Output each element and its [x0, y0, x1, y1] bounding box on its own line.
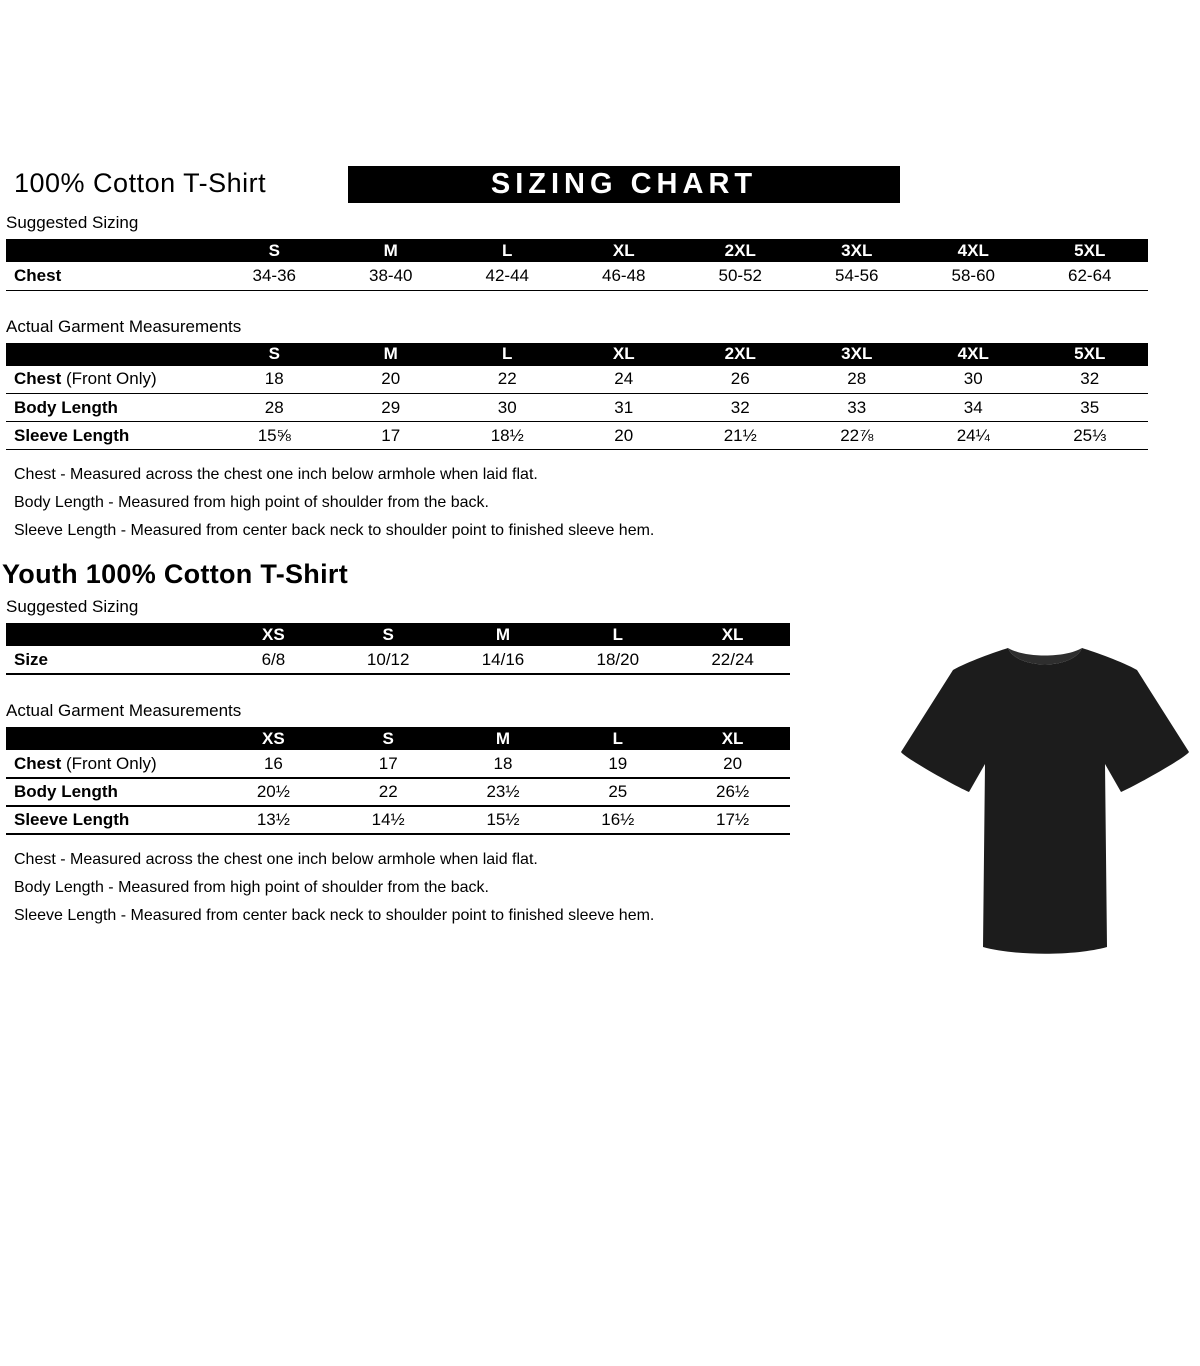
- table-cell: 20½: [256, 782, 290, 801]
- row-label-note: (Front Only): [61, 369, 157, 389]
- table-header-cell: M: [333, 343, 450, 366]
- table-header-cell: L: [560, 623, 675, 646]
- table-cell: 18: [493, 753, 513, 773]
- table-cell: 14½: [371, 810, 405, 829]
- table-header-cell: L: [449, 239, 566, 262]
- table-cell: 35: [1080, 397, 1100, 417]
- table-cell: 30: [963, 369, 983, 389]
- row-label-note: (Front Only): [61, 753, 157, 773]
- table-cell: 17½: [716, 810, 750, 829]
- table-cell: 6/8: [261, 649, 286, 669]
- row-label: Chest (Front Only): [14, 369, 157, 389]
- table-cell: 25⅓: [1073, 425, 1107, 445]
- table-header-cell: XL: [675, 727, 790, 750]
- note-line: Chest - Measured across the chest one inch below armhole when laid flat.: [14, 851, 538, 868]
- row-label: Chest (Front Only): [14, 753, 157, 773]
- table-row: [6, 778, 790, 806]
- table-header-row: [6, 343, 1148, 366]
- table-header-cell: S: [216, 239, 333, 262]
- sizing-chart-banner: SIZING CHART: [348, 166, 900, 203]
- table-cell: 17: [381, 425, 401, 445]
- table-cell: 62-64: [1068, 265, 1112, 285]
- table-cell: 50-52: [718, 265, 762, 285]
- table-cell: 25: [608, 782, 628, 801]
- table-header-cell: XL: [566, 239, 683, 262]
- table-cell: 20: [614, 425, 634, 445]
- tshirt-image: [895, 634, 1195, 979]
- note-line: Chest - Measured across the chest one inch below armhole when laid flat.: [14, 466, 538, 483]
- table-cell: 18/20: [596, 649, 640, 669]
- section-label-suggested-adult: Suggested Sizing: [6, 213, 139, 232]
- table-cell: 22: [378, 782, 398, 801]
- table-header-cell: XL: [675, 623, 790, 646]
- table-header-cell: M: [446, 727, 561, 750]
- table-row: [6, 366, 1148, 394]
- table-cell: 22⅞: [840, 425, 874, 445]
- table-cell: 33: [847, 397, 867, 417]
- row-label: Body Length: [14, 782, 118, 801]
- table-cell: 18½: [490, 425, 524, 445]
- table-header-cell: 2XL: [682, 343, 799, 366]
- table-header-cell: M: [333, 239, 450, 262]
- table-cell: 22: [497, 369, 517, 389]
- table-cell: 38-40: [369, 265, 413, 285]
- table-header-cell: S: [216, 343, 333, 366]
- section-label-actual-adult: Actual Garment Measurements: [6, 316, 242, 336]
- table-row: [6, 422, 1148, 450]
- table-header-cell: [6, 727, 216, 750]
- table-cell: 32: [1080, 369, 1100, 389]
- table-header-cell: 3XL: [799, 343, 916, 366]
- note-line: Body Length - Measured from high point of shoulder from the back.: [14, 494, 489, 511]
- table-cell: 34: [963, 397, 983, 417]
- table-header-row: [6, 727, 790, 750]
- table-row: [6, 646, 790, 674]
- table-header-cell: S: [331, 623, 446, 646]
- table-cell: 20: [723, 753, 743, 773]
- table-cell: 46-48: [602, 265, 646, 285]
- row-label: Size: [14, 649, 49, 669]
- adult-notes: [14, 461, 1200, 545]
- table-header-cell: L: [449, 343, 566, 366]
- table-cell: 15½: [486, 810, 520, 829]
- section-label-actual-youth: Actual Garment Measurements: [6, 701, 242, 720]
- table-cell: 13½: [256, 810, 290, 829]
- table-cell: 26½: [716, 782, 750, 801]
- youth-title: Youth 100% Cotton T-Shirt: [2, 559, 348, 589]
- table-cell: 16½: [601, 810, 635, 829]
- table-header-row: [6, 239, 1148, 262]
- table-header-cell: S: [331, 727, 446, 750]
- youth-actual-table: [6, 727, 790, 835]
- table-header-row: [6, 623, 790, 646]
- table-cell: 14/16: [481, 649, 525, 669]
- table-cell: 20: [381, 369, 401, 389]
- table-header-cell: 2XL: [682, 239, 799, 262]
- table-cell: 32: [730, 397, 750, 417]
- table-header-cell: [6, 239, 216, 262]
- table-cell: 23½: [486, 782, 520, 801]
- table-cell: 24¼: [956, 425, 990, 445]
- row-label: Body Length: [14, 397, 118, 417]
- table-cell: 19: [608, 753, 628, 773]
- table-cell: 22/24: [711, 649, 754, 669]
- table-cell: 58-60: [951, 265, 995, 285]
- table-header-cell: XL: [566, 343, 683, 366]
- table-cell: 29: [381, 397, 401, 417]
- row-label: Sleeve Length: [14, 810, 130, 829]
- table-row: [6, 806, 790, 834]
- table-cell: 31: [614, 397, 634, 417]
- table-cell: 28: [847, 369, 867, 389]
- adult-actual-table: [6, 343, 1148, 451]
- table-row: [6, 750, 790, 778]
- table-header-cell: XS: [216, 623, 331, 646]
- header-row: [0, 166, 1200, 206]
- page-title: 100% Cotton T-Shirt: [14, 168, 267, 198]
- table-cell: 28: [264, 397, 284, 417]
- table-cell: 26: [730, 369, 750, 389]
- table-cell: 42-44: [485, 265, 529, 285]
- table-header-cell: 4XL: [915, 239, 1032, 262]
- tshirt-body-shape: [901, 648, 1189, 954]
- table-header-cell: 3XL: [799, 239, 916, 262]
- table-header-cell: M: [446, 623, 561, 646]
- table-header-cell: XS: [216, 727, 331, 750]
- note-line: Sleeve Length - Measured from center back neck to shoulder point to finished sleeve hem.: [14, 907, 655, 924]
- table-cell: 17: [378, 753, 398, 773]
- row-label: Chest: [14, 265, 62, 285]
- table-header-cell: 4XL: [915, 343, 1032, 366]
- table-cell: 24: [614, 369, 634, 389]
- table-header-cell: L: [560, 727, 675, 750]
- table-header-cell: [6, 343, 216, 366]
- table-header-cell: 5XL: [1032, 343, 1149, 366]
- table-cell: 54-56: [835, 265, 879, 285]
- table-cell: 21½: [723, 425, 757, 445]
- table-cell: 15⅝: [257, 425, 291, 445]
- table-cell: 18: [264, 369, 284, 389]
- adult-suggested-table: [6, 239, 1148, 291]
- table-cell: 34-36: [252, 265, 296, 285]
- table-row: [6, 394, 1148, 422]
- note-line: Body Length - Measured from high point of shoulder from the back.: [14, 879, 489, 896]
- table-cell: 16: [263, 753, 283, 773]
- table-header-cell: 5XL: [1032, 239, 1149, 262]
- row-label: Sleeve Length: [14, 425, 130, 445]
- table-cell: 30: [497, 397, 517, 417]
- section-label-suggested-youth: Suggested Sizing: [6, 597, 139, 616]
- note-line: Sleeve Length - Measured from center back neck to shoulder point to finished sleeve hem.: [14, 522, 655, 539]
- table-row: [6, 262, 1148, 290]
- table-header-cell: [6, 623, 216, 646]
- table-cell: 10/12: [366, 649, 410, 669]
- youth-suggested-table: [6, 623, 790, 675]
